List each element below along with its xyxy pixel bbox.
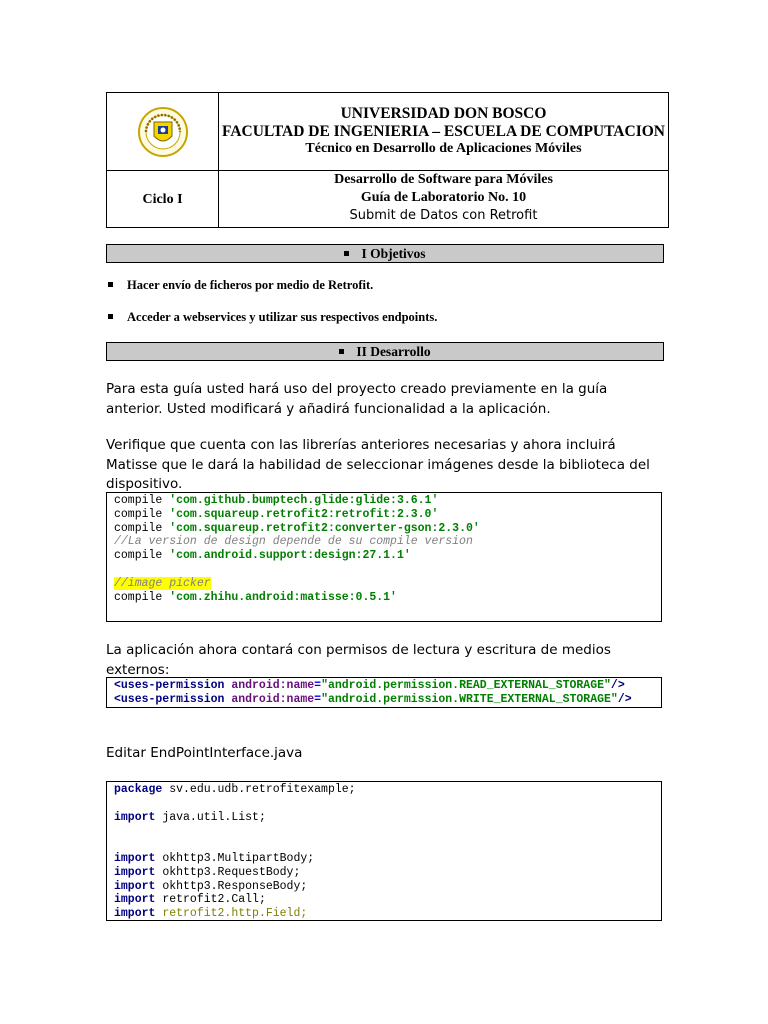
code-line: compile 'com.squareup.retrofit2:converter-gson:2.3.0' <box>114 521 480 535</box>
list-item <box>108 310 437 325</box>
section-title: I Objetivos <box>361 246 426 261</box>
bullet-square-icon <box>108 314 113 319</box>
code-line: //image picker <box>114 576 211 590</box>
code-line: //La version de design depende de su compile version <box>114 535 473 549</box>
guide-topic: Submit de Datos con Retrofit <box>349 208 538 223</box>
document-header-table <box>106 92 669 228</box>
code-line: <uses-permission android:name="android.permission.READ_EXTERNAL_STORAGE"/> <box>114 679 625 692</box>
code-line: compile 'com.zhihu.android:matisse:0.5.1' <box>114 590 397 604</box>
java-code-block <box>106 781 662 921</box>
edit-file-paragraph: Editar EndPointInterface.java <box>106 745 303 761</box>
program-name: Técnico en Desarrollo de Aplicaciones Móviles <box>305 141 582 156</box>
manifest-code-block <box>106 677 662 708</box>
university-seal-icon <box>137 106 189 158</box>
intro-paragraph: Para esta guía usted hará uso del proyecto creado previamente en la guía anterior. Usted modificará y añadirá funcionalidad a la aplicación. <box>106 381 608 417</box>
code-line <box>114 797 654 811</box>
bullet-square-icon <box>344 251 349 256</box>
section-title: II Desarrollo <box>356 344 431 359</box>
code-line: compile 'com.github.bumptech.glide:glide:3.6.1' <box>114 494 439 507</box>
code-line <box>114 824 654 838</box>
objective-text: Hacer envío de ficheros por medio de Retrofit. <box>127 278 374 292</box>
libraries-paragraph: Verifique que cuenta con las librerías anteriores necesarias y ahora incluirá Matisse que le dará la habilidad de seleccionar imágenes desde la biblioteca del dispositivo. <box>106 437 650 492</box>
course-info <box>219 171 668 228</box>
gradle-code-block <box>106 492 662 622</box>
code-line: <uses-permission android:name="android.permission.WRITE_EXTERNAL_STORAGE"/> <box>114 692 632 706</box>
code-line: import java.util.List; <box>114 810 266 824</box>
code-line: compile 'com.android.support:design:27.1.1' <box>114 549 411 563</box>
bullet-square-icon <box>108 282 113 287</box>
permissions-paragraph: La aplicación ahora contará con permisos de lectura y escritura de medios externos: <box>106 642 611 678</box>
university-logo-cell <box>107 93 218 170</box>
section-objectives-heading <box>106 244 664 263</box>
code-line: import retrofit2.http.Field; <box>114 907 308 921</box>
code-line <box>114 838 654 852</box>
code-line: compile 'com.squareup.retrofit2:retrofit:2.3.0' <box>114 507 439 521</box>
bullet-square-icon <box>339 349 344 354</box>
cycle-label: Ciclo I <box>142 191 183 207</box>
faculty-name: FACULTAD DE INGENIERIA – ESCUELA DE COMPUTACION <box>222 123 665 140</box>
guide-number: Guía de Laboratorio No. 10 <box>360 190 527 205</box>
code-line: import retrofit2.Call; <box>114 893 266 907</box>
list-item <box>108 278 373 293</box>
code-line: package sv.edu.udb.retrofitexample; <box>114 783 356 796</box>
university-name: UNIVERSIDAD DON BOSCO <box>340 105 547 122</box>
code-line: import okhttp3.RequestBody; <box>114 865 301 879</box>
section-development-heading <box>106 342 664 361</box>
code-line <box>114 563 654 577</box>
course-name: Desarrollo de Software para Móviles <box>334 172 553 187</box>
institution-title <box>219 93 668 170</box>
code-line: import okhttp3.MultipartBody; <box>114 851 315 865</box>
code-line: import okhttp3.ResponseBody; <box>114 879 308 893</box>
objective-text: Acceder a webservices y utilizar sus respectivos endpoints. <box>127 310 438 324</box>
